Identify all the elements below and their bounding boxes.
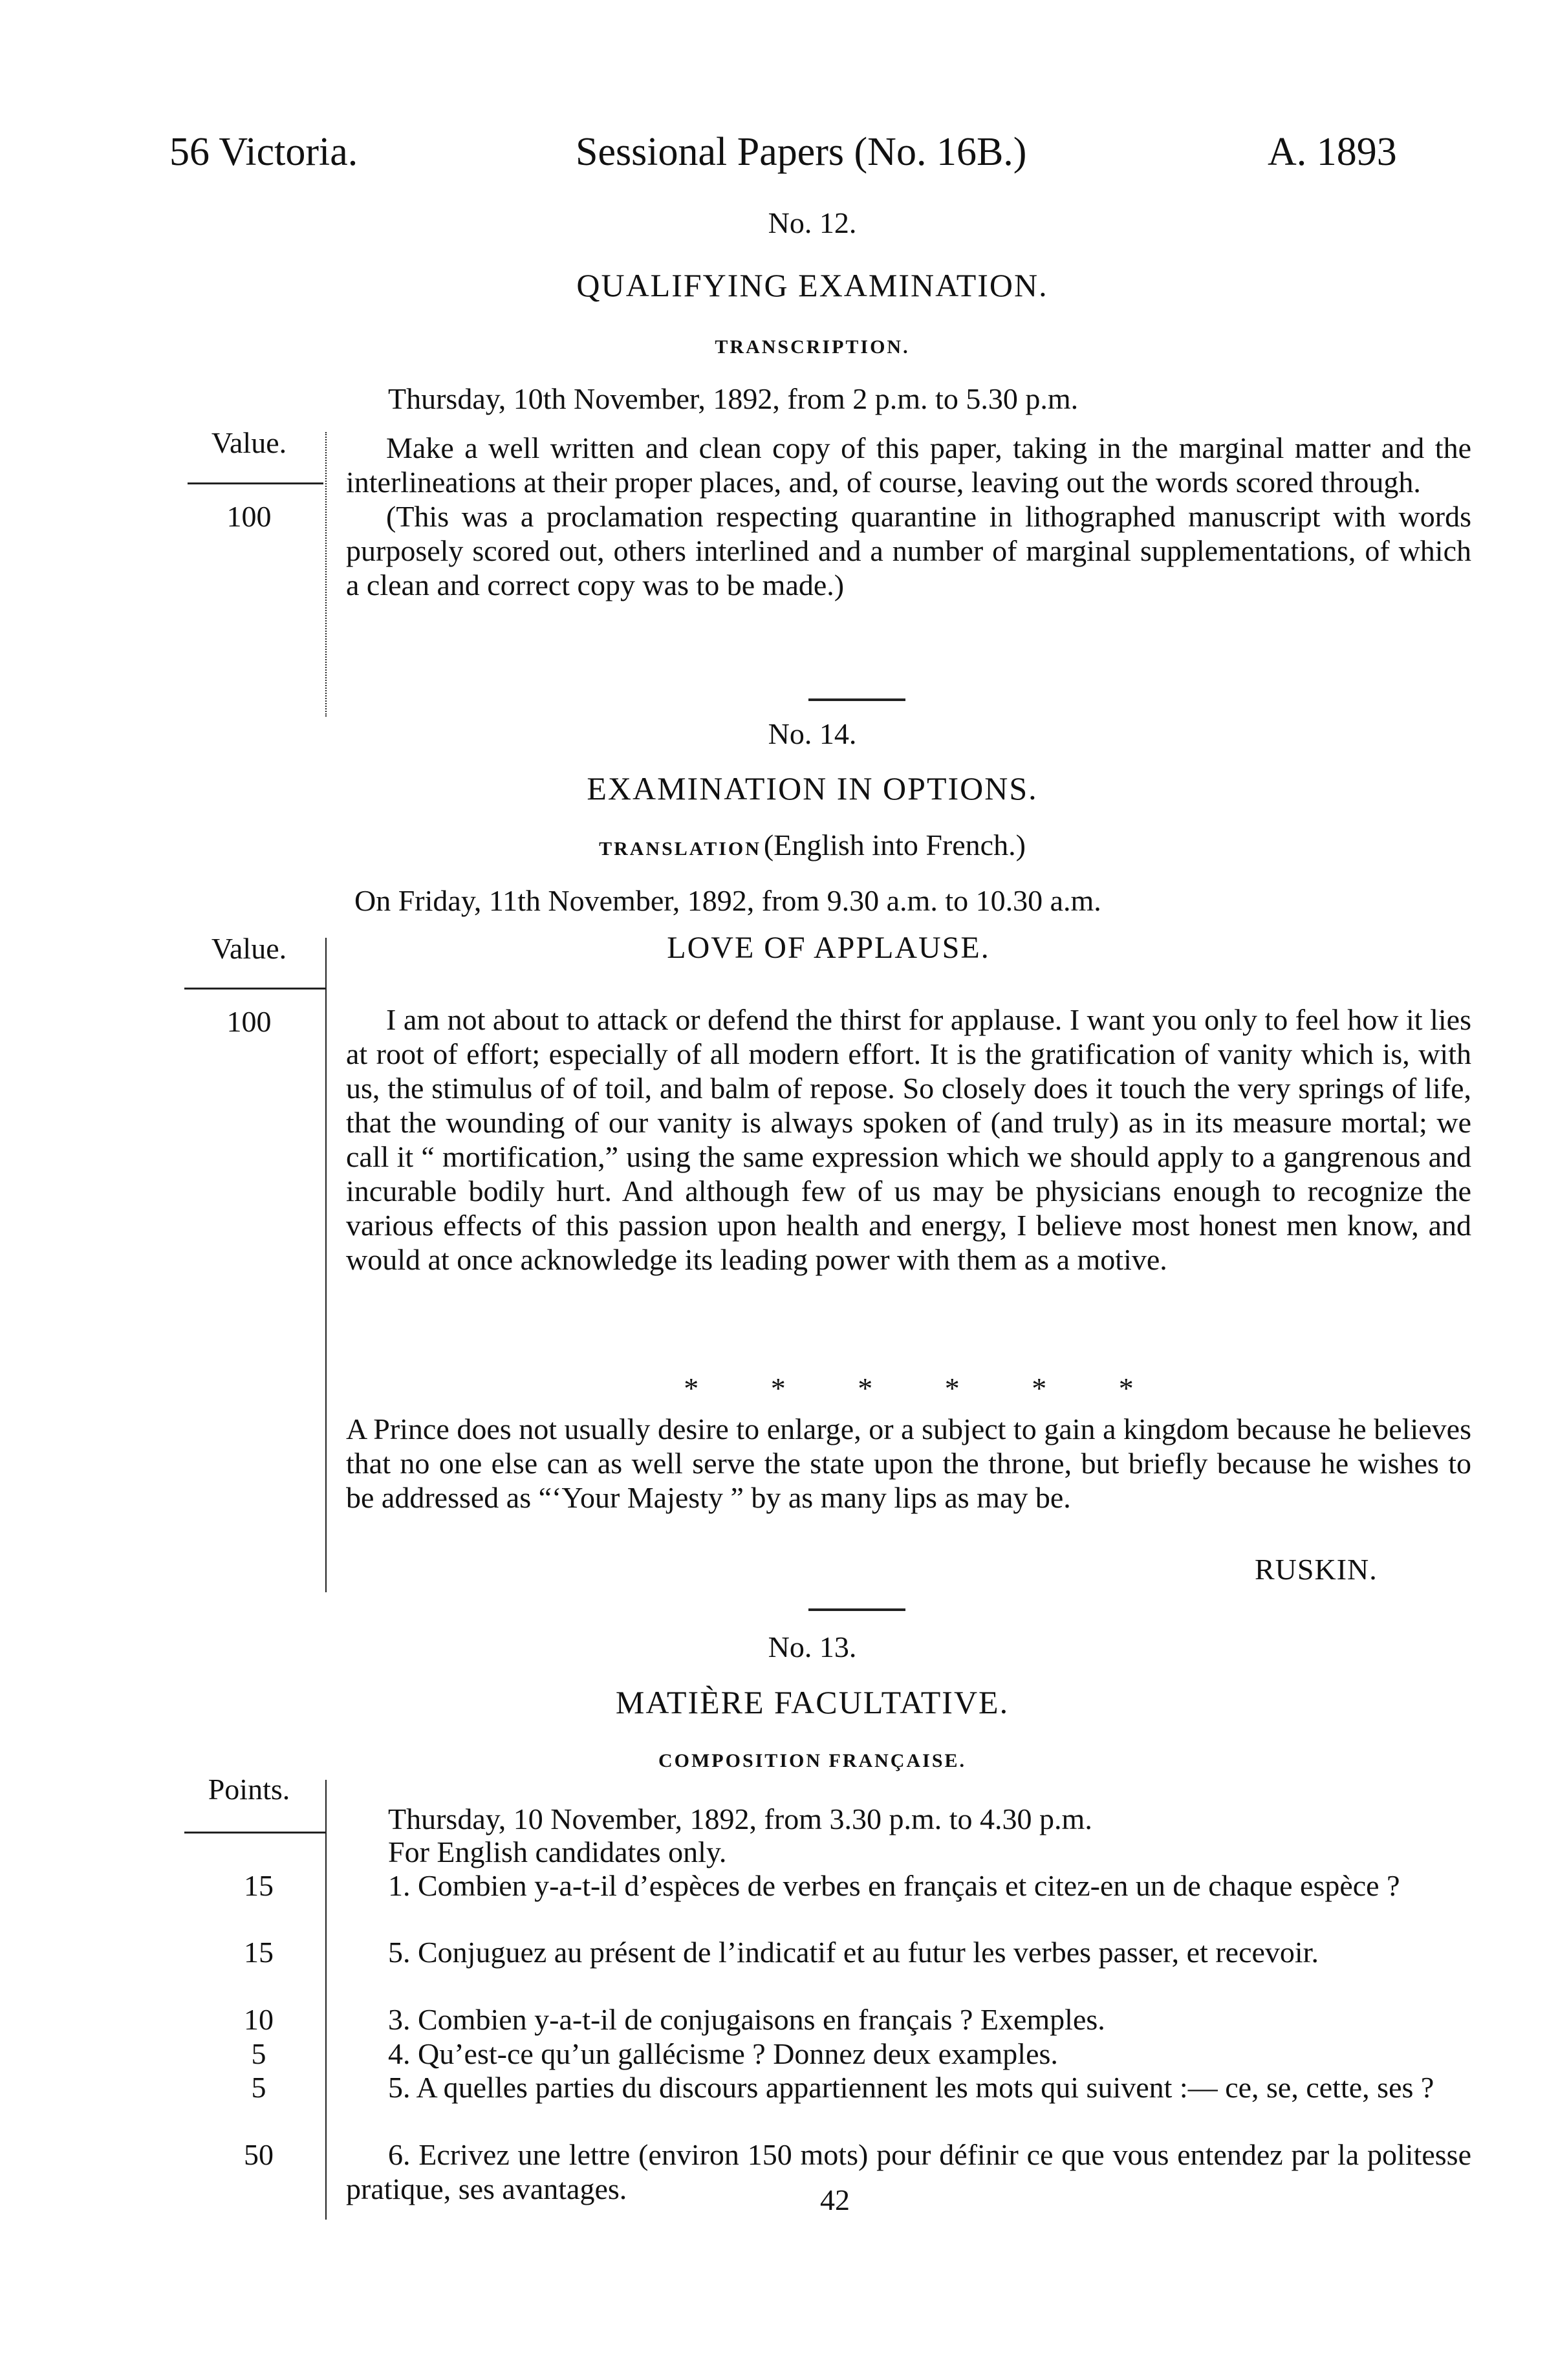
sec12-instructions [346, 431, 1471, 602]
sec13-note: For English candidates only. [388, 1835, 727, 1868]
sec13-number: No. 13. [768, 1630, 857, 1663]
sec13-item3-points: 10 [244, 2003, 274, 2036]
sec13-points-label: Points. [208, 1773, 290, 1806]
sec14-margin-rule [325, 938, 327, 1592]
sec14-subtitle-caps: TRANSLATION [599, 838, 761, 860]
sec12-value-rule [188, 482, 323, 484]
sec14-date: On Friday, 11th November, 1892, from 9.30 a.m. to 10.30 a.m. [354, 884, 1101, 917]
sec14-signature: RUSKIN. [1255, 1553, 1378, 1586]
sec12-number: No. 12. [768, 206, 857, 239]
sec12-margin-rule [325, 432, 327, 717]
sec13-item2-points: 15 [244, 1936, 274, 1969]
sec13-item6-text: 6. Ecrivez une lettre (environ 150 mots) pour définir ce que vous entendez par la politesse pratique, ses avantages. [346, 2138, 1471, 2205]
sec12-value-label: Value. [211, 426, 287, 459]
sec13-points-rule [184, 1832, 325, 1834]
page-number: 42 [820, 2183, 850, 2216]
sec13-item1-text: 1. Combien y-a-t-il d’espèces de verbes en français et citez-en un de chaque espèce ? [388, 1869, 1400, 1902]
sec13-date: Thursday, 10 November, 1892, from 3.30 p.m. to 4.30 p.m. [388, 1802, 1092, 1835]
sec14-para1: I am not about to attack or defend the thirst for applause. I want you only to feel how it lies at root of effort; especially of all modern effort. It is the gratification of vanity which is, with us, the stimulus of of toil, and balm of repose. So closely does it touch the very springs of life, that the wounding of our vanity is always spoken of (and truly) as in its measure mortal; we call it “ mortification,” using the same expression which we should apply to a gangrenous and incurable bodily hurt. And although few of us may be physicians enough to recognize the various effects of this passion upon health and energy, I believe most honest men know, and would at once acknowledge its leading power with them as a motive. [346, 1003, 1471, 1276]
sec13-item2-text: 5. Conjuguez au présent de l’indicatif et au futur les verbes passer, et recevoir. [388, 1936, 1319, 1969]
sec14-title: EXAMINATION IN OPTIONS. [587, 770, 1038, 806]
header-title: Sessional Papers (No. 16B.) [576, 130, 1027, 174]
sec14-subtitle [0, 828, 1547, 862]
sec12-para1: Make a well written and clean copy of this paper, taking in the marginal matter and the interlineations at their proper places, and, of course, leaving out the words scored through. [346, 431, 1471, 499]
sec12-end-rule [808, 698, 905, 701]
sec12-subtitle: TRANSCRIPTION. [715, 336, 910, 358]
sec13-item4-text: 4. Qu’est-ce qu’un gallécisme ? Donnez deux examples. [388, 2037, 1058, 2070]
sec14-heading: LOVE OF APPLAUSE. [667, 931, 990, 965]
sec14-number: No. 14. [768, 717, 857, 750]
sec12-value: 100 [226, 500, 272, 533]
sec14-passage-2 [346, 1412, 1471, 1515]
sec13-title: MATIÈRE FACULTATIVE. [615, 1684, 1010, 1720]
header-volume: 56 Victoria. [169, 130, 358, 174]
header-year: A. 1893 [1268, 130, 1397, 174]
sec14-value-rule [184, 988, 325, 990]
sec12-title: QUALIFYING EXAMINATION. [576, 267, 1048, 303]
sec14-para2: A Prince does not usually desire to enlarge, or a subject to gain a kingdom because he believes that no one else can as well serve the state upon the throne, but briefly because he wishes to be addressed as “‘Your Majesty ” by as many lips as may be. [346, 1412, 1471, 1514]
sec13-item6-points: 50 [244, 2138, 274, 2171]
sec14-asterisks: * * * * * * [684, 1372, 1134, 1405]
sec13-subtitle: COMPOSITION FRANÇAISE. [658, 1750, 967, 1771]
sec13-item4-points: 5 [251, 2037, 266, 2070]
sec12-para2: (This was a proclamation respecting quarantine in lithographed manuscript with words purposely scored out, others interlined and a number of marginal supplementations, of which a clean and correct copy was to be made.) [346, 500, 1471, 601]
sec14-passage [346, 1002, 1471, 1277]
sec14-subtitle-rest: (English into French.) [763, 828, 1026, 861]
sec14-end-rule [808, 1608, 905, 1611]
sec13-item5-points: 5 [251, 2071, 266, 2104]
sec13-margin-rule [325, 1780, 327, 2220]
sec13-item5-text: 5. A quelles parties du discours appartiennent les mots qui suivent :— ce, se, cette, ses ? [388, 2071, 1434, 2104]
sec13-item1-points: 15 [244, 1869, 274, 1902]
sec12-date: Thursday, 10th November, 1892, from 2 p.m. to 5.30 p.m. [388, 382, 1079, 415]
sec14-value-label: Value. [211, 932, 287, 965]
sec13-item3-text: 3. Combien y-a-t-il de conjugaisons en français ? Exemples. [388, 2003, 1105, 2036]
sec14-value: 100 [226, 1005, 272, 1038]
